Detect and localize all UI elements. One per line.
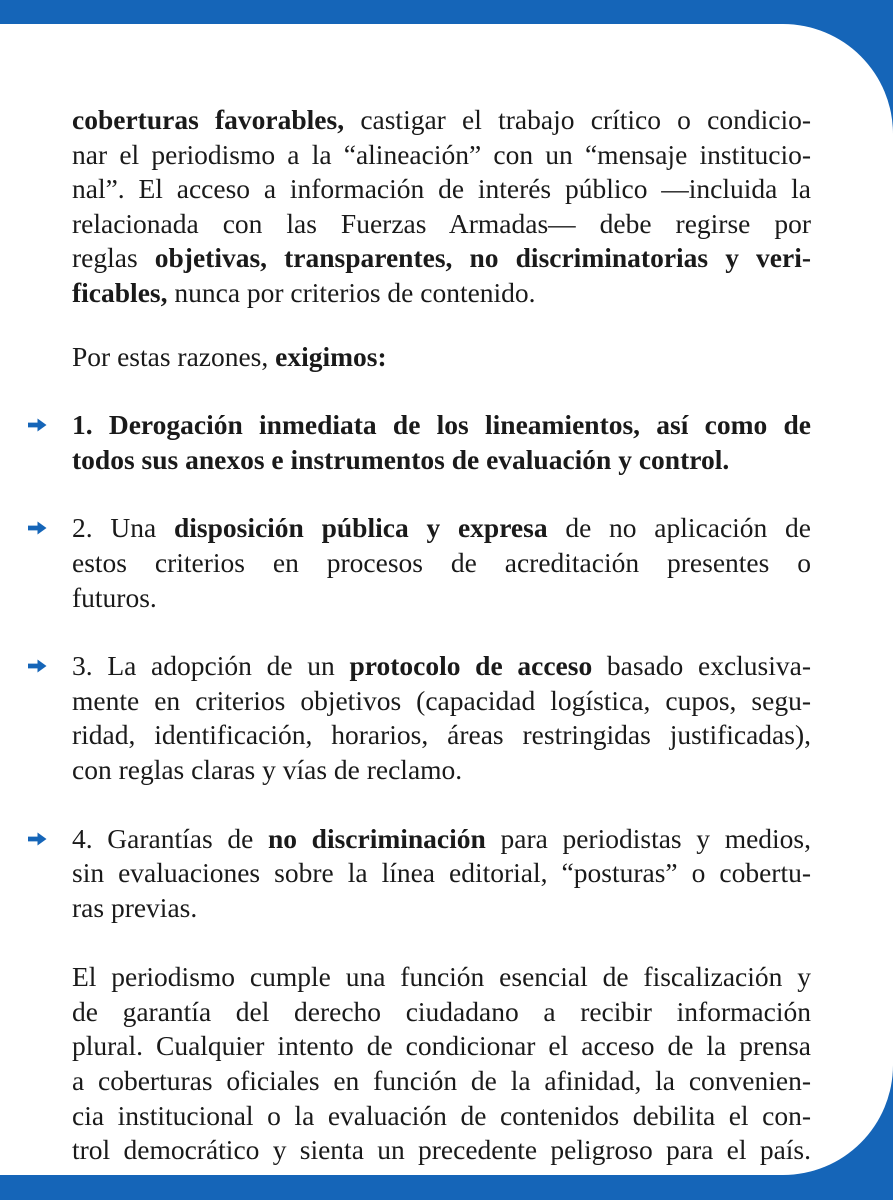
text-line [72,511,811,546]
text-line: mente en criterios objetivos (capacidad logística, cupos, segu- [72,684,811,716]
text-line: sin evaluaciones sobre la línea editorial, “posturas” o cobertu- [72,857,811,889]
arrow-right-icon [28,832,47,846]
bold-text: todos sus anexos e instrumentos de evaluación y control. [72,443,730,475]
text-span: nunca por criterios de contenido. [167,276,536,308]
text-span: de no aplicación de [547,512,811,544]
demand-item-2 [72,511,811,615]
bold-text: disposición pública y expresa [173,512,548,544]
text-span: reglas [72,242,155,274]
text-line [72,822,811,857]
text-line: relacionada con las Fuerzas Armadas— debe regirse por [72,207,811,239]
text-span: basado exclusiva- [592,650,811,682]
text-line [72,649,811,684]
text-line [72,276,811,311]
demand-item-3 [72,649,811,787]
text-line: nal”. El acceso a información de interés público —incluida la [72,173,811,205]
text-line: estos criterios en procesos de acreditación presentes o [72,546,811,578]
text-line: cia institucional o la evaluación de contenidos debilita el con- [72,1099,811,1131]
bold-text: 1. Derogación inmediata de los lineamientos, así como de [72,409,811,441]
arrow-right-icon [28,659,47,673]
text-line [72,241,811,276]
text-line: ras previas. [72,891,198,923]
bold-text: protocolo de acceso [349,650,593,682]
text-line: plural. Cualquier intento de condicionar el acceso de la prensa [72,1030,811,1062]
text-line: a coberturas oficiales en función de la afinidad, la convenien- [72,1065,811,1097]
closing-paragraph [72,960,811,1168]
text-line [72,103,811,138]
bold-text: ficables, [72,276,168,308]
text-line [72,443,811,478]
text-line: trol democrático y sienta un precedente peligroso para el país. [72,1134,811,1166]
text-span: castigar el trabajo crítico o condicio- [344,104,812,135]
demand-paragraph [72,340,811,375]
text-line: El periodismo cumple una función esencial de fiscalización y [72,961,811,993]
intro-paragraph [72,103,811,311]
text-span: 4. Garantías de [72,822,268,854]
bold-text: coberturas favorables, [72,104,345,135]
text-line: de garantía del derecho ciudadano a recibir información [72,995,811,1027]
text-span: para periodistas y medios, [485,822,812,854]
text-line: futuros. [72,581,157,613]
text-line: ridad, identificación, horarios, áreas restringidas justificadas), [72,719,811,751]
demand-item-1 [72,408,811,477]
text-line [72,408,811,443]
text-span: 2. Una [72,512,174,544]
bold-text: objetivas, transparentes, no discriminatorias y veri- [154,242,811,274]
bold-text: no discriminación [267,822,486,854]
text-line: con reglas claras y vías de reclamo. [72,753,463,785]
text-line: nar el periodismo a la “alineación” con un “mensaje institucio- [72,138,811,170]
bold-text: exigimos: [275,340,387,372]
text-span: Por estas razones, [72,340,276,372]
document-body [72,103,811,1168]
arrow-right-icon [28,418,47,432]
demand-item-4 [72,822,811,926]
arrow-right-icon [28,521,47,535]
text-line [72,340,811,375]
text-span: 3. La adopción de un [72,650,350,682]
document-page [0,24,893,1175]
